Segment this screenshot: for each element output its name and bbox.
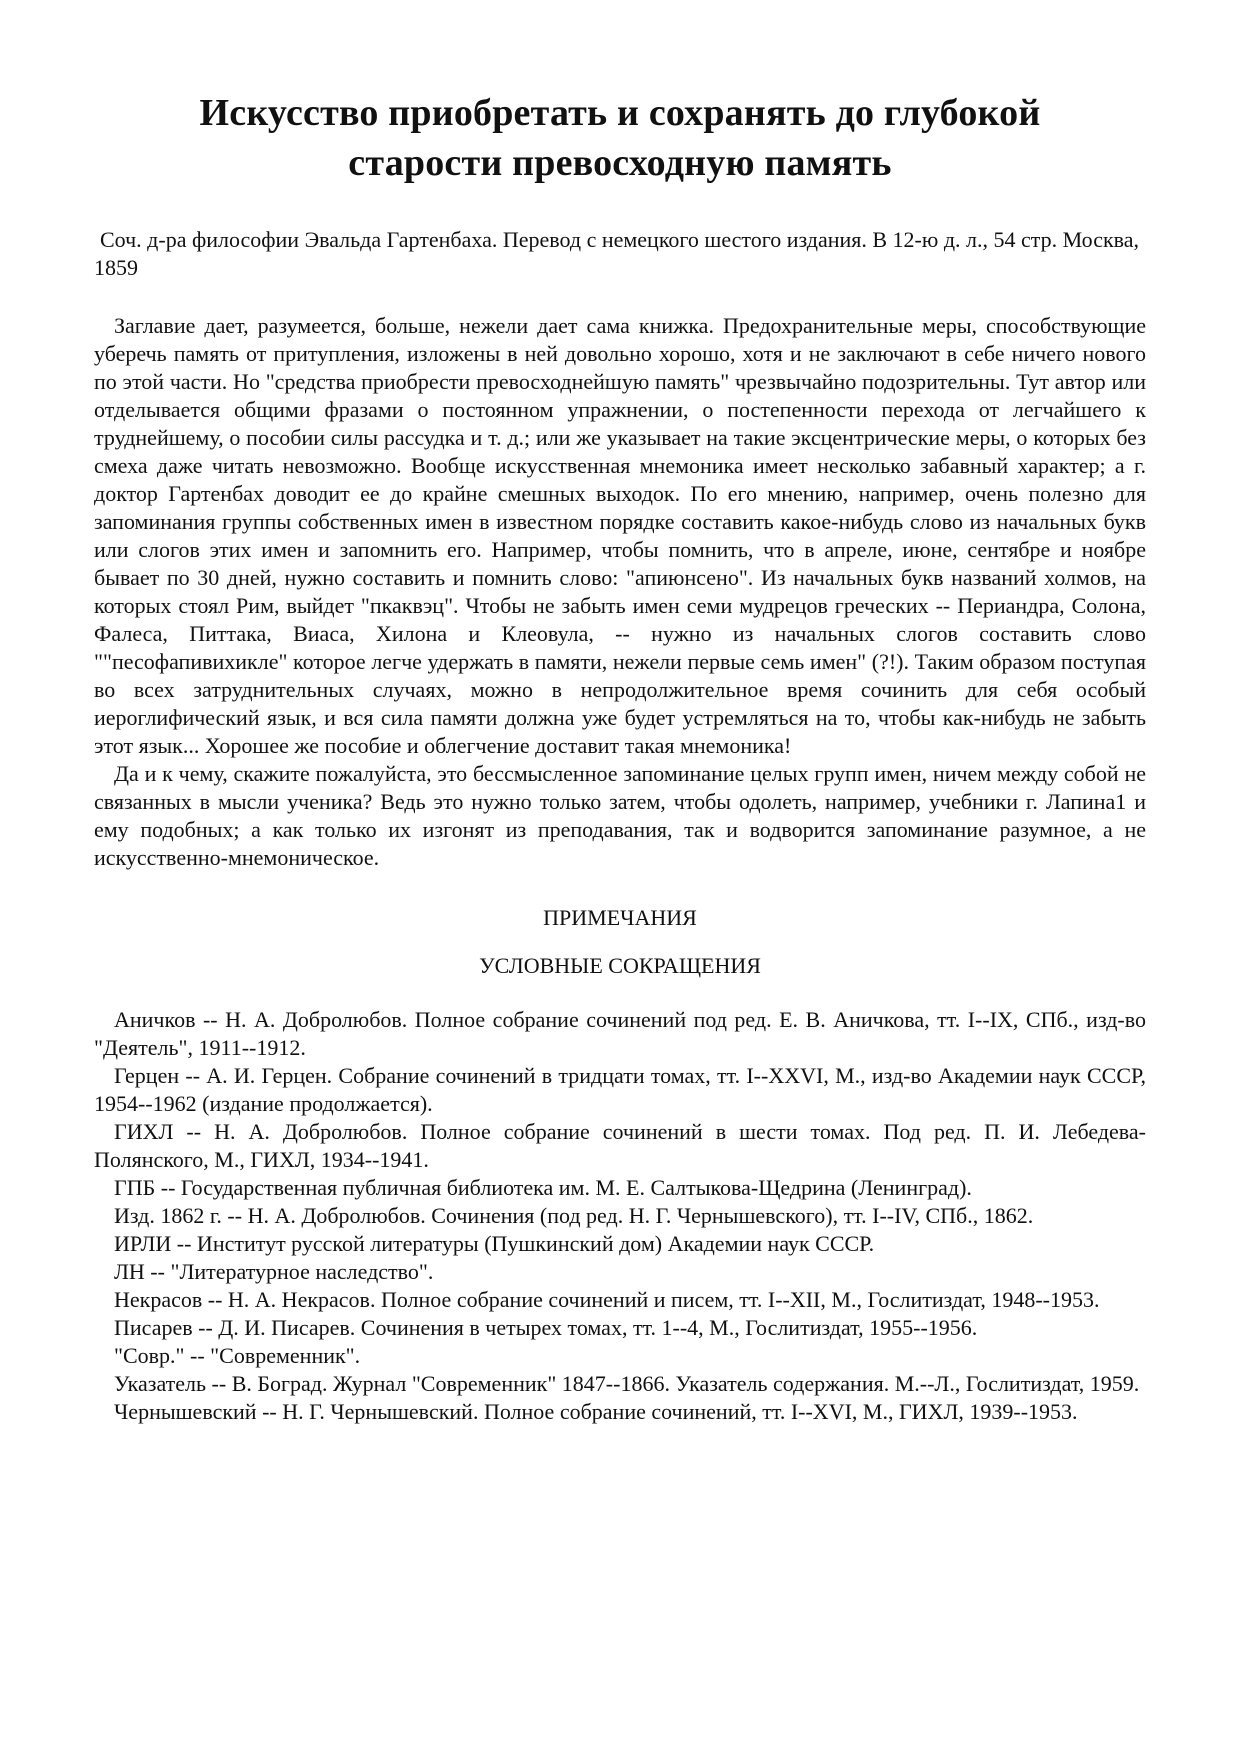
abbreviations-heading: УСЛОВНЫЕ СОКРАЩЕНИЯ: [479, 953, 761, 978]
notes-heading: ПРИМЕЧАНИЯ: [543, 905, 697, 930]
abbreviation-item: Аничков -- Н. А. Добролюбов. Полное собрание сочинений под ред. Е. В. Аничкова, тт. I--IX, СПб., изд-во "Деятель", 1911--1912.: [94, 1007, 1146, 1060]
abbreviation-item: ГПБ -- Государственная публичная библиотека им. М. Е. Салтыкова-Щедрина (Ленинград).: [114, 1175, 972, 1200]
title-line-2: старости превосходную память: [348, 142, 892, 184]
paragraph-2: Да и к чему, скажите пожалуйста, это бессмысленное запоминание целых групп имен, ничем между собой не связанных в мысли ученика? Ведь это нужно только затем, чтобы одолеть, например, учебники г. Лапина1 и ему подобных; а как только их изгонят из преподавания, так и водворится запоминание разумное, а не искусственно-мнемоническое.: [94, 761, 1146, 870]
abbreviation-item: ГИХЛ -- Н. А. Добролюбов. Полное собрание сочинений в шести томах. Под ред. П. И. Лебедева-Полянского, М., ГИХЛ, 1934--1941.: [94, 1119, 1146, 1172]
document-page: [94, 88, 1146, 1426]
abbreviation-item: Писарев -- Д. И. Писарев. Сочинения в четырех томах, тт. 1--4, М., Гослитиздат, 1955--1956.: [114, 1315, 978, 1340]
abbreviation-item: Некрасов -- Н. А. Некрасов. Полное собрание сочинений и писем, тт. I--XII, М., Гослитиздат, 1948--1953.: [114, 1287, 1100, 1312]
review-body: [94, 312, 1146, 872]
title-line-1: Искусство приобретать и сохранять до глубокой: [199, 92, 1041, 134]
abbreviation-item: "Совр." -- "Современник".: [114, 1343, 361, 1368]
bibliographic-subtitle: Соч. д-ра философии Эвальда Гартенбаха. Перевод с немецкого шестого издания. В 12-ю д. л., 54 стр. Москва, 1859: [94, 227, 1140, 280]
abbreviation-item: ИРЛИ -- Институт русской литературы (Пушкинский дом) Академии наук СССР.: [114, 1231, 875, 1256]
abbreviation-item: Чернышевский -- Н. Г. Чернышевский. Полное собрание сочинений, тт. I--XVI, М., ГИХЛ, 1939--1953.: [114, 1399, 1078, 1424]
paragraph-1: Заглавие дает, разумеется, больше, нежели дает сама книжка. Предохранительные меры, способствующие уберечь память от притупления, изложены в ней довольно хорошо, хотя и не заключают в себе ничего нового по этой части. Но "средства приобрести превосходнейшую память" чрезвычайно подозрительны. Тут автор или отделывается общими фразами о постоянном упражнении, о постепенности перехода от легчайшего к труднейшему, о пособии силы рассудка и т. д.; или же указывает на такие эксцентрические меры, о которых без смеха даже читать невозможно. Вообще искусственная мнемоника имеет несколько забавный характер; а г. доктор Гартенбах доводит ее до крайне смешных выходок. По его мнению, например, очень полезно для запоминания группы собственных имен в известном порядке составить какое-нибудь слово из начальных букв или слогов этих имен и запомнить его. Например, чтобы помнить, что в апреле, июне, сентябре и ноябре бывает по 30 дней, нужно составить и помнить слово: "апиюнсено". Из начальных букв названий холмов, на которых стоял Рим, выйдет "пкаквэц". Чтобы не забыть имен семи мудрецов греческих -- Периандра, Солона, Фалеса, Питтака, Виаса, Хилона и Клеовула, -- нужно из начальных слогов составить слово ""песофапивихикле" которое легче удержать в памяти, нежели первые семь имен" (?!). Таким образом поступая во всех затруднительных случаях, можно в непродолжительное время сочинить для себя особый иероглифический язык, и вся сила памяти должна уже будет устремляться на то, чтобы как-нибудь не забыть этот язык... Хорошее же пособие и облегчение доставит такая мнемоника!: [94, 313, 1146, 758]
abbreviation-item: Указатель -- В. Боград. Журнал "Современник" 1847--1866. Указатель содержания. М.--Л., Гослитиздат, 1959.: [114, 1371, 1140, 1396]
abbreviation-item: ЛН -- "Литературное наследство".: [114, 1259, 434, 1284]
document-title: [94, 88, 1146, 188]
abbreviations-list: [94, 1006, 1146, 1426]
abbreviation-item: Изд. 1862 г. -- Н. А. Добролюбов. Сочинения (под ред. Н. Г. Чернышевского), тт. I--IV, СПб., 1862.: [114, 1203, 1034, 1228]
abbreviation-item: Герцен -- А. И. Герцен. Собрание сочинений в тридцати томах, тт. I--XXVI, М., изд-во Академии наук СССР, 1954--1962 (издание продолжается).: [94, 1063, 1146, 1116]
